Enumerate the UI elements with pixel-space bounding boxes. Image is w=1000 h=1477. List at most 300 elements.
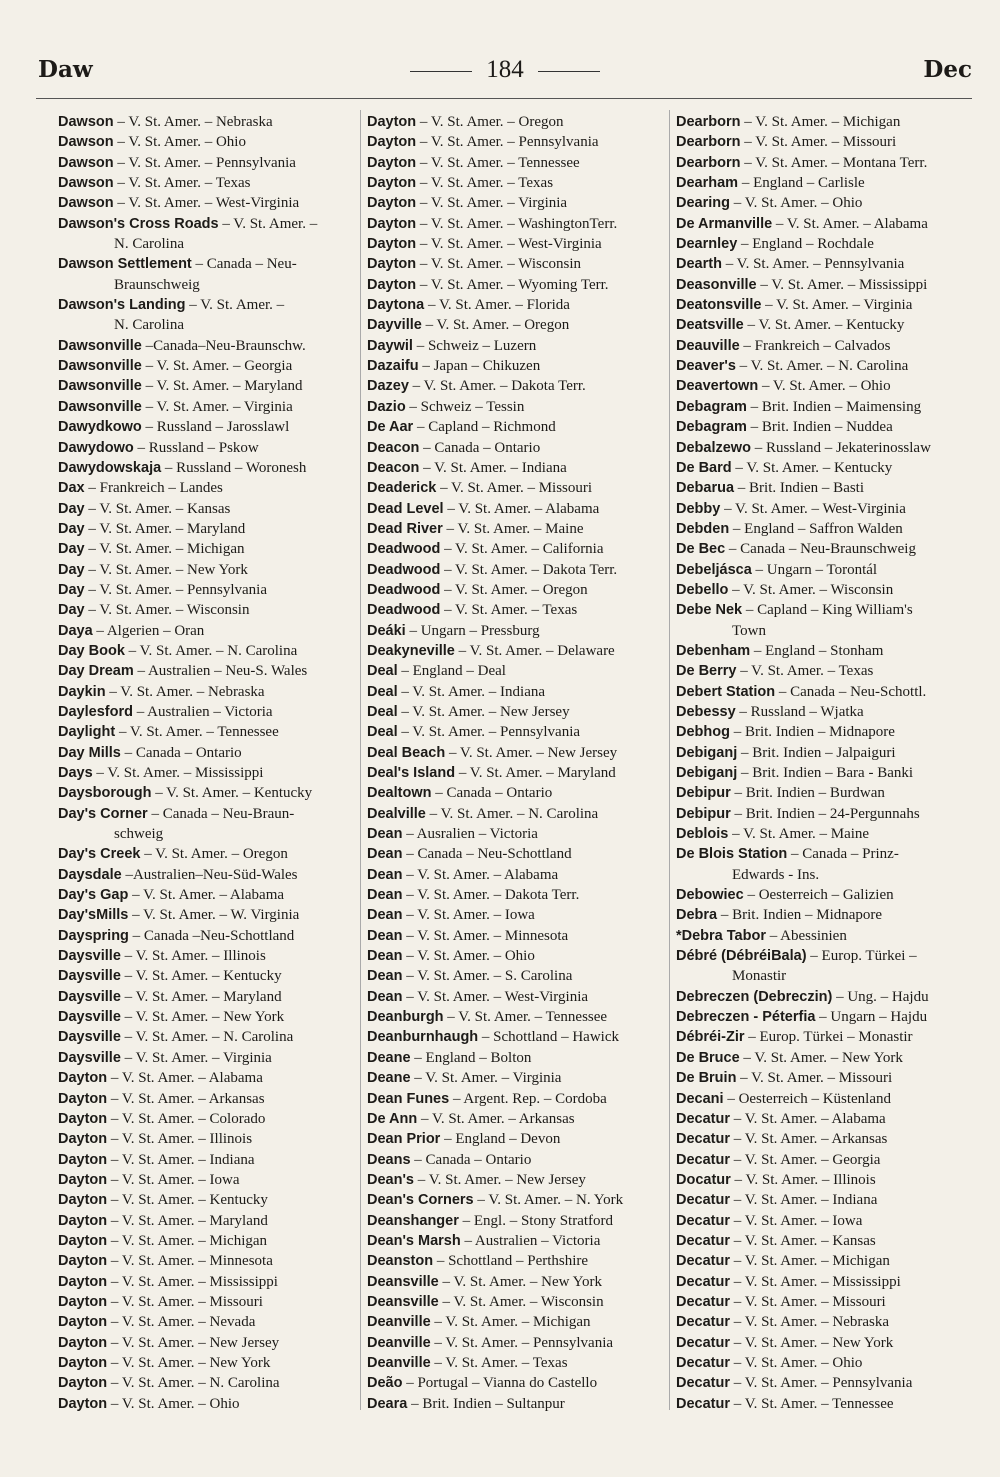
gazetteer-entry: [58, 844, 358, 864]
gazetteer-entry: [58, 1373, 358, 1393]
place-name: Dearborn: [676, 114, 741, 130]
place-name: Dayton: [58, 1273, 108, 1290]
place-location: – V. St. Amer. – Tennessee: [115, 724, 279, 741]
gazetteer-entry: [676, 885, 974, 905]
gazetteer-entry: [676, 254, 974, 274]
gazetteer-entry: [58, 885, 358, 905]
place-location: Monastir: [732, 968, 787, 985]
gazetteer-entry: [58, 702, 358, 722]
gazetteer-entry-continuation: [58, 315, 358, 335]
place-location: – V. St. Amer. – Michigan: [430, 1314, 591, 1331]
place-name: Debert Station: [676, 683, 776, 700]
place-name: Debe Nek: [676, 602, 743, 619]
place-location: – V. St. Amer. – West-Virginia: [416, 236, 602, 253]
gazetteer-entry: [676, 295, 974, 315]
gazetteer-entry: [676, 1231, 974, 1251]
place-location: – England – Bolton: [410, 1049, 532, 1066]
gazetteer-entry-continuation: [58, 275, 358, 295]
gazetteer-entry: [367, 254, 665, 274]
gazetteer-entry: [367, 1150, 665, 1170]
place-location: – V. St. Amer. – N. Carolina: [735, 358, 909, 375]
place-name: Dawydkowo: [58, 419, 142, 436]
gazetteer-entry: [367, 560, 665, 580]
gazetteer-entry: [367, 1129, 665, 1149]
gazetteer-entry: [58, 1353, 358, 1373]
gazetteer-entry: [58, 336, 358, 356]
place-name: Dawsonville: [58, 398, 142, 415]
gazetteer-entry: [367, 397, 665, 417]
place-location: – V. St. Amer. – Dakota Terr.: [440, 561, 618, 578]
place-location: – Portugal – Vianna do Castello: [402, 1375, 598, 1392]
place-name: Day: [58, 541, 85, 558]
gazetteer-entry: [367, 1048, 665, 1068]
place-name: Decatur: [676, 1131, 730, 1148]
place-name: Deacon: [367, 459, 420, 476]
place-location: – England – Devon: [440, 1131, 561, 1148]
place-name: Decatur: [676, 1192, 730, 1209]
place-location: – V. St. Amer. – Michigan: [84, 541, 245, 558]
place-location: – V. St. Amer. – Georgia: [730, 1151, 881, 1168]
gazetteer-entry: [676, 1027, 974, 1047]
place-name: Dearborn: [676, 134, 741, 151]
gazetteer-entry: [58, 539, 358, 559]
place-location: – V. St. Amer. – Missouri: [436, 480, 593, 497]
place-name: Dean: [367, 846, 403, 863]
gazetteer-entry: [58, 966, 358, 986]
gazetteer-entry: [58, 1150, 358, 1170]
place-location: – Canada – Neu-Schottland: [402, 846, 572, 863]
place-name: Daywil: [367, 337, 413, 354]
place-location: – Brit. Indien – Midnapore: [729, 724, 895, 741]
place-name: De Aar: [367, 419, 414, 436]
place-name: Débré (DébréiBala): [676, 948, 807, 965]
place-name: Decatur: [676, 1273, 730, 1290]
place-name: De Bard: [676, 459, 732, 476]
place-name: Dean: [367, 866, 403, 883]
gazetteer-entry: [676, 1394, 974, 1414]
gazetteer-entry: [367, 1170, 665, 1190]
place-location: – V. St. Amer. – Kansas: [730, 1232, 876, 1249]
place-name: Daytona: [367, 297, 425, 314]
place-location: – V. St. Amer. – Mississippi: [92, 765, 264, 781]
place-location: – V. St. Amer. – S. Carolina: [402, 968, 573, 985]
place-location: – England – Rochdale: [737, 236, 874, 253]
gazetteer-entry: [58, 356, 358, 376]
place-name: Debiganj: [676, 765, 738, 781]
place-name: Debiganj: [676, 744, 738, 761]
place-name: Dayspring: [58, 927, 129, 944]
place-location: Braunschweig: [114, 276, 200, 293]
place-name: Debenham: [676, 642, 751, 659]
place-name: De Ann: [367, 1110, 418, 1127]
gazetteer-entry: [367, 1027, 665, 1047]
gazetteer-entry: [367, 1089, 665, 1109]
place-name: Dead River: [367, 520, 443, 537]
place-location: – V. St. Amer. – Tennessee: [416, 154, 580, 171]
place-location: – Canada – Ontario: [120, 744, 242, 761]
place-location: – V. St. Amer. – New Jersey: [107, 1334, 280, 1351]
place-location: – V. St. Amer. – Pennsylvania: [416, 134, 599, 151]
gazetteer-column-2: [367, 112, 665, 1414]
place-location: – V. St. Amer. – New York: [739, 1049, 903, 1066]
gazetteer-entry: [676, 397, 974, 417]
gazetteer-entry: [58, 905, 358, 925]
place-name: Decatur: [676, 1395, 730, 1412]
place-name: Debhog: [676, 724, 730, 741]
place-location: – Canada – Neu-Braunschweig: [725, 541, 916, 558]
place-location: – V. St. Amer. – Ohio: [758, 378, 891, 395]
place-name: Dayton: [58, 1395, 108, 1412]
place-name: Dawydowskaja: [58, 459, 162, 476]
place-name: Deans: [367, 1151, 411, 1168]
place-location: – Ungarn – Torontál: [751, 561, 878, 578]
place-name: Deacon: [367, 439, 420, 456]
gazetteer-entry: [367, 1068, 665, 1088]
gazetteer-entry: [58, 193, 358, 213]
place-name: Debessy: [676, 703, 736, 720]
gazetteer-entry: [58, 1089, 358, 1109]
place-location: – Brit. Indien – Basti: [734, 480, 865, 497]
place-location: – Russland – Wjatka: [735, 703, 864, 720]
place-name: Dearborn: [676, 154, 741, 171]
place-location: – Engl. – Stony Stratford: [458, 1212, 614, 1229]
place-location: – Oesterreich – Galizien: [743, 887, 894, 904]
place-location: – V. St. Amer. – N. Carolina: [425, 805, 599, 822]
place-name: Deara: [367, 1395, 408, 1412]
gazetteer-entry: [676, 499, 974, 519]
place-location: – Canada – Neu-Schottl.: [775, 683, 927, 700]
place-location: – V. St. Amer. – Tennessee: [730, 1395, 894, 1412]
place-location: – V. St. Amer. – Nevada: [107, 1314, 256, 1331]
place-name: Dealtown: [367, 785, 432, 802]
place-name: Dayton: [367, 256, 417, 273]
place-name: Dayton: [58, 1314, 108, 1331]
place-location: – V. St. Amer. – Ohio: [402, 948, 535, 965]
gazetteer-entry: [58, 1129, 358, 1149]
place-location: – Schottland – Hawick: [478, 1029, 619, 1046]
gazetteer-entry: [58, 1211, 358, 1231]
place-name: Deal: [367, 703, 398, 720]
place-location: – V. St. Amer. – Pennsylvania: [397, 724, 581, 741]
gazetteer-entry: [58, 743, 358, 763]
gazetteer-entry: [367, 987, 665, 1007]
gazetteer-entry: [676, 1089, 974, 1109]
place-location: – England – Deal: [397, 663, 506, 680]
place-name: Day's Creek: [58, 846, 141, 863]
gazetteer-entry: [58, 987, 358, 1007]
place-location: – V. St. Amer. – Alabama: [772, 215, 928, 232]
gazetteer-entry: [367, 153, 665, 173]
page-number-dash-right: [538, 71, 600, 72]
place-location: – V. St. Amer. – New York: [730, 1334, 894, 1351]
gazetteer-entry: [367, 458, 665, 478]
gazetteer-entry: [58, 1231, 358, 1251]
place-name: Deansville: [367, 1293, 439, 1310]
place-name: Decatur: [676, 1354, 730, 1371]
place-location: – Europ. Türkei –: [806, 948, 917, 965]
gazetteer-entry: [367, 763, 665, 783]
gazetteer-entry: [367, 234, 665, 254]
place-location: – V. St. Amer. – Missouri: [107, 1293, 263, 1310]
gazetteer-entry: [676, 1007, 974, 1027]
gazetteer-entry: [58, 1027, 358, 1047]
place-location: – Japan – Chikuzen: [418, 358, 541, 375]
gazetteer-entry: [367, 682, 665, 702]
gazetteer-entry: [367, 722, 665, 742]
place-name: Decatur: [676, 1110, 730, 1127]
place-name: Debreczen - Péterfia: [676, 1009, 816, 1026]
place-name: Dawson: [58, 154, 114, 171]
gazetteer-entry: [367, 641, 665, 661]
gazetteer-entry: [367, 966, 665, 986]
place-location: – Europ. Türkei – Monastir: [744, 1029, 913, 1046]
place-location: – Brit. Indien – Sultanpur: [407, 1395, 565, 1412]
place-location: – V. St. Amer. – Alabama: [402, 866, 559, 883]
place-location: – V. St. Amer. – Maryland: [120, 988, 282, 1005]
gazetteer-entry: [676, 905, 974, 925]
place-name: Dawson's Landing: [58, 297, 186, 314]
place-name: Deal: [367, 663, 398, 680]
gazetteer-column-1: [58, 112, 358, 1414]
place-location: – V. St. Amer. – Michigan: [730, 1253, 890, 1270]
place-name: Deal: [367, 683, 398, 700]
gazetteer-entry: [58, 1272, 358, 1292]
place-name: Deão: [367, 1375, 403, 1392]
place-name: Decatur: [676, 1314, 730, 1331]
place-name: Dawson Settlement: [58, 256, 192, 273]
place-location: –Australien–Neu-Süd-Wales: [121, 866, 298, 883]
gazetteer-entry: [58, 1312, 358, 1332]
gazetteer-entry: [367, 1312, 665, 1332]
place-name: Deane: [367, 1070, 411, 1087]
place-location: – England – Carlisle: [738, 175, 865, 192]
place-name: Dean's Marsh: [367, 1232, 461, 1249]
gazetteer-entry: [676, 1272, 974, 1292]
place-location: – V. St. Amer. – Nebraska: [730, 1314, 890, 1331]
place-location: – V. St. Amer. – Alabama: [128, 887, 285, 904]
gazetteer-entry: [676, 1190, 974, 1210]
place-name: Dayton: [58, 1090, 108, 1107]
place-location: – V. St. Amer. – Illinois: [730, 1171, 876, 1188]
place-location: – V. St. Amer. – Maryland: [455, 765, 616, 781]
place-location: – V. St. Amer. – Oregon: [140, 846, 288, 863]
place-location: – V. St. Amer. – Arkansas: [417, 1110, 575, 1127]
gazetteer-entry: [676, 1211, 974, 1231]
place-location: – V. St. Amer. – Virginia: [141, 398, 293, 415]
place-location: – V. St. Amer. – Pennsylvania: [113, 154, 296, 171]
gazetteer-entry: [676, 1109, 974, 1129]
place-location: – Capland – Richmond: [413, 419, 556, 436]
gazetteer-entry: [58, 1190, 358, 1210]
place-name: Dayton: [367, 236, 417, 253]
place-name: Decatur: [676, 1212, 730, 1229]
place-location: – V. St. Amer. – Alabama: [443, 500, 600, 517]
gazetteer-entry: [676, 743, 974, 763]
place-name: Dearnley: [676, 236, 738, 253]
place-name: Dean's: [367, 1171, 414, 1188]
place-location: – V. St. Amer. – Texas: [736, 663, 874, 680]
gazetteer-entry: [676, 560, 974, 580]
gazetteer-entry: [58, 295, 358, 315]
place-location: – Ausralien – Victoria: [402, 826, 538, 843]
place-name: Deal: [367, 724, 398, 741]
gazetteer-entry: [676, 234, 974, 254]
place-name: Dayton: [58, 1334, 108, 1351]
place-location: – V. St. Amer. – New York: [84, 561, 248, 578]
gazetteer-entry: [676, 1312, 974, 1332]
place-name: Deadwood: [367, 561, 441, 578]
place-location: – Brit. Indien – Jalpaiguri: [737, 744, 896, 761]
place-name: Debra: [676, 907, 718, 924]
place-location: – V. St. Amer. – Ohio: [730, 1354, 863, 1371]
place-name: Daysville: [58, 1009, 121, 1026]
gazetteer-entry: [676, 1068, 974, 1088]
gazetteer-entry: [367, 1394, 665, 1414]
place-location: – V. St. Amer. – Texas: [113, 175, 251, 192]
place-name: Decatur: [676, 1293, 730, 1310]
gazetteer-entry: [367, 743, 665, 763]
place-name: Debowiec: [676, 887, 744, 904]
place-location: – V. St. Amer. – Iowa: [107, 1171, 240, 1188]
place-location: – V. St. Amer. – New York: [107, 1354, 271, 1371]
place-location: – Canada – Neu-: [191, 256, 297, 273]
place-name: Docatur: [676, 1171, 731, 1188]
place-name: Dean: [367, 948, 403, 965]
place-location: – Ungarn – Hajdu: [815, 1009, 928, 1026]
place-location: – Canada – Ontario: [431, 785, 553, 802]
gazetteer-entry: [367, 173, 665, 193]
place-name: Daysville: [58, 988, 121, 1005]
gazetteer-entry: [676, 987, 974, 1007]
place-name: Daykin: [58, 683, 106, 700]
place-location: – V. St. Amer. –: [218, 215, 318, 232]
gazetteer-entry: [58, 783, 358, 803]
place-location: – V. St. Amer. – Missouri: [730, 1293, 886, 1310]
place-location: – V. St. Amer. – Virginia: [761, 297, 913, 314]
gazetteer-entry: [367, 1109, 665, 1129]
gazetteer-entry: [58, 560, 358, 580]
place-location: – Argent. Rep. – Cordoba: [449, 1090, 607, 1107]
gazetteer-entry: [676, 682, 974, 702]
place-name: Dayton: [58, 1070, 108, 1087]
place-name: Dawydowo: [58, 439, 134, 456]
place-location: – V. St. Amer. – Delaware: [454, 642, 615, 659]
place-location: – V. St. Amer. – Illinois: [120, 948, 266, 965]
gazetteer-entry: [676, 1251, 974, 1271]
place-location: – V. St. Amer. – Nebraska: [113, 114, 273, 130]
place-name: Day: [58, 520, 85, 537]
place-location: – Capland – King William's: [742, 602, 913, 619]
place-location: – V. St. Amer. – Mississippi: [107, 1273, 278, 1290]
place-location: – V. St. Amer. – West-Virginia: [113, 195, 300, 212]
gazetteer-entry: [676, 193, 974, 213]
place-name: De Armanville: [676, 215, 773, 232]
gazetteer-entry: [676, 478, 974, 498]
place-location: N. Carolina: [114, 317, 184, 334]
gazetteer-entry: [676, 1129, 974, 1149]
gazetteer-entry: [58, 1068, 358, 1088]
place-name: Dayton: [58, 1151, 108, 1168]
place-location: – Algerien – Oran: [92, 622, 205, 639]
place-name: Daysborough: [58, 785, 152, 802]
place-location: – V. St. Amer. – Ohio: [113, 134, 246, 151]
place-location: – Frankreich – Landes: [84, 480, 223, 497]
gazetteer-entry: [367, 702, 665, 722]
gazetteer-entry: [58, 926, 358, 946]
place-location: –Canada–Neu-Braunschw.: [141, 337, 306, 354]
place-location: – V. St. Amer. – Virginia: [416, 195, 568, 212]
place-location: – Brit. Indien – Bara - Banki: [737, 765, 914, 781]
place-location: – Canada – Ontario: [410, 1151, 532, 1168]
place-name: Deansville: [367, 1273, 439, 1290]
gazetteer-entry: [676, 804, 974, 824]
gazetteer-entry: [676, 1048, 974, 1068]
place-location: – V. St. Amer. – Wyoming Terr.: [416, 276, 609, 293]
place-name: Day'sMills: [58, 907, 129, 924]
place-location: – V. St. Amer. – Arkansas: [730, 1131, 888, 1148]
place-name: Dayton: [58, 1131, 108, 1148]
page-number-block: [38, 56, 972, 84]
place-location: – V. St. Amer. – N. York: [473, 1192, 624, 1209]
place-location: – V. St. Amer. – Kentucky: [151, 785, 313, 802]
place-name: Dayville: [367, 317, 422, 334]
gazetteer-entry: [676, 173, 974, 193]
gazetteer-entry: [367, 661, 665, 681]
place-location: – V. St. Amer. – Pennsylvania: [730, 1375, 913, 1392]
place-location: – Brit. Indien – Maimensing: [746, 398, 922, 415]
place-name: Dawson: [58, 175, 114, 192]
place-location: – V. St. Amer. – N. Carolina: [107, 1375, 280, 1392]
gazetteer-entry: [367, 132, 665, 152]
place-name: Dayton: [367, 175, 417, 192]
place-name: Dayton: [367, 154, 417, 171]
place-location: – V. St. Amer. – Indiana: [419, 459, 567, 476]
header-rule: [36, 98, 972, 99]
place-location: – V. St. Amer. – Dakota Terr.: [402, 887, 580, 904]
gazetteer-entry: [58, 254, 358, 274]
gazetteer-entry: [676, 946, 974, 966]
place-name: De Bruce: [676, 1049, 740, 1066]
place-location: Edwards - Ins.: [732, 866, 820, 883]
place-name: Deanburgh: [367, 1009, 444, 1026]
place-name: Daya: [58, 622, 93, 639]
place-name: Decatur: [676, 1151, 730, 1168]
place-name: Debagram: [676, 398, 747, 415]
gazetteer-entry: [58, 153, 358, 173]
gazetteer-entry-continuation: [58, 824, 358, 844]
gazetteer-entry: [367, 539, 665, 559]
place-location: – Russland – Pskow: [133, 439, 259, 456]
place-name: Deauville: [676, 337, 740, 354]
place-name: Deane: [367, 1049, 411, 1066]
place-name: Daysville: [58, 1049, 121, 1066]
place-name: Deanville: [367, 1334, 431, 1351]
place-location: – Canada –Neu-Schottland: [128, 927, 295, 944]
place-name: Dayton: [58, 1232, 108, 1249]
gazetteer-entry: [367, 1292, 665, 1312]
gazetteer-entry: [676, 824, 974, 844]
place-name: Decani: [676, 1090, 724, 1107]
page-header: [38, 56, 972, 90]
place-name: Débréi-Zir: [676, 1029, 745, 1046]
place-name: Daysdale: [58, 866, 122, 883]
place-location: – Ungarn – Pressburg: [405, 622, 540, 639]
place-location: – V. St. Amer. – New Jersey: [397, 703, 570, 720]
gazetteer-entry-continuation: [58, 234, 358, 254]
gazetteer-entry: [58, 661, 358, 681]
page-number-dash-left: [410, 71, 472, 72]
gazetteer-entry: [676, 438, 974, 458]
